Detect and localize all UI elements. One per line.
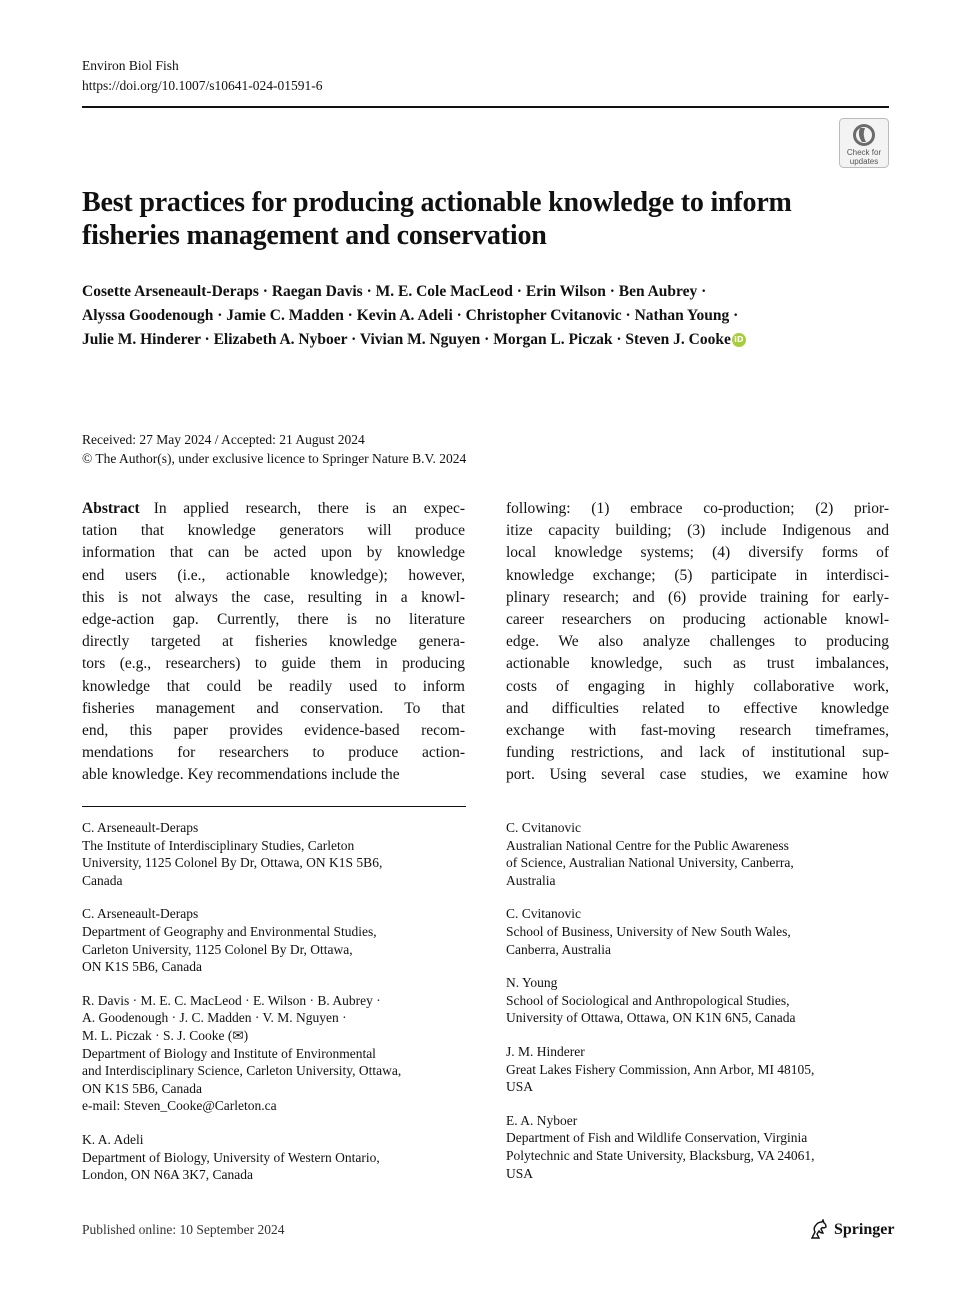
- check-updates-line2: updates: [849, 157, 879, 166]
- check-updates-icon: [839, 118, 889, 168]
- affiliation-author: N. Young: [506, 975, 558, 991]
- affiliation-line: Carleton University, 1125 Colonel By Dr, Ottawa,: [82, 941, 353, 957]
- abstract-line: end, this paper provides evidence-based recom-: [82, 721, 465, 739]
- affiliation-line: Department of Fish and Wildlife Conservation, Virginia: [506, 1130, 808, 1146]
- abstract-line: itize capacity building; (3) include Indigenous and: [506, 522, 889, 540]
- affiliation-author: C. Cvitanovic: [506, 906, 581, 922]
- affiliation-block: [506, 1112, 906, 1182]
- abstract-line: exchange with fast-moving research timeframes,: [506, 721, 889, 739]
- abstract-line: edge. We also analyze challenges to producing: [506, 633, 889, 651]
- affiliation-line: School of Business, University of New South Wales,: [506, 923, 791, 939]
- journal-name: Environ Biol Fish: [82, 58, 179, 73]
- abstract-line: this is not always the case, resulting in a knowl-: [82, 588, 465, 606]
- affiliation-block: [82, 1131, 482, 1184]
- affiliation-block: [82, 905, 482, 975]
- affiliation-line: A. Goodenough · J. C. Madden · V. M. Nguyen ·: [82, 1010, 347, 1026]
- affiliation-line: Australia: [506, 872, 556, 888]
- title-line: Best practices for producing actionable knowledge to inform: [82, 187, 792, 218]
- publisher-logo: [808, 1219, 894, 1241]
- abstract-right-column: [506, 498, 889, 786]
- affiliation-line: Department of Biology, University of Western Ontario,: [82, 1149, 380, 1165]
- copyright-notice: © The Author(s), under exclusive licence to Springer Nature B.V. 2024: [82, 451, 467, 466]
- abstract-line: costs of engaging in highly collaborative work,: [506, 677, 889, 695]
- affiliation-author: J. M. Hinderer: [506, 1043, 585, 1059]
- abstract-line: tation that knowledge generators will produce: [82, 522, 465, 540]
- affiliation-author: C. Arseneault-Deraps: [82, 906, 199, 922]
- affiliation-line: of Science, Australian National University, Canberra,: [506, 855, 794, 871]
- affiliation-line: Department of Geography and Environmental Studies,: [82, 923, 377, 939]
- affiliation-line: ON K1S 5B6, Canada: [82, 959, 202, 975]
- title-line: fisheries management and conservation: [82, 220, 547, 251]
- published-online: Published online: 10 September 2024: [82, 1222, 285, 1237]
- abstract-line: directly targeted at fisheries knowledge genera-: [82, 633, 465, 651]
- springer-horse-icon: [808, 1219, 830, 1241]
- abstract-line: knowledge that could be readily used to inform: [82, 677, 465, 695]
- abstract-line: following: (1) embrace co-production; (2) prior-: [506, 500, 889, 517]
- affiliation-block: [82, 819, 482, 889]
- affiliation-line: M. L. Piczak · S. J. Cooke (✉): [82, 1027, 249, 1043]
- abstract-line: local knowledge systems; (4) diversify forms of: [506, 544, 889, 562]
- check-for-updates-badge[interactable]: [839, 118, 889, 168]
- abstract-line: end users (i.e., actionable knowledge); however,: [82, 566, 465, 584]
- affiliation-author: K. A. Adeli: [82, 1131, 144, 1147]
- abstract-line: mendations for researchers to produce action-: [82, 744, 465, 762]
- abstract-line: career researchers on producing actionable knowl-: [506, 610, 889, 628]
- doi-link[interactable]: https://doi.org/10.1007/s10641-024-01591-6: [82, 78, 323, 93]
- affiliation-block: [506, 905, 906, 958]
- affiliations-left: [82, 819, 482, 1200]
- affiliation-line: ON K1S 5B6, Canada: [82, 1080, 202, 1096]
- abstract-line: actionable knowledge, such as trust imbalances,: [506, 655, 889, 673]
- abstract-line: funding restrictions, and lack of institutional sup-: [506, 744, 889, 762]
- article-dates: [82, 430, 466, 468]
- author-line-last: [82, 328, 902, 352]
- affiliation-line: USA: [506, 1079, 534, 1095]
- received-accepted: Received: 27 May 2024 / Accepted: 21 August 2024: [82, 432, 365, 447]
- affiliation-author: C. Cvitanovic: [506, 820, 581, 835]
- affiliation-line: University of Ottawa, Ottawa, ON K1N 6N5, Canada: [506, 1010, 796, 1026]
- publisher-name: Springer: [834, 1221, 895, 1238]
- affiliation-author: R. Davis · M. E. C. MacLeod · E. Wilson · B. Aubrey ·: [82, 992, 381, 1008]
- affiliation-line: Canberra, Australia: [506, 941, 611, 957]
- author-line: Julie M. Hinderer · Elizabeth A. Nyboer · Vivian M. Nguyen · Morgan L. Piczak · Steven J. Cooke: [82, 331, 731, 348]
- affiliation-block: [82, 992, 482, 1115]
- header-rule: [82, 106, 889, 108]
- affiliation-line: Australian National Centre for the Public Awareness: [506, 837, 789, 853]
- abstract-line: tors (e.g., researchers) to guide them in producing: [82, 655, 465, 673]
- affiliation-rule: [82, 806, 466, 807]
- check-updates-line1: Check for: [846, 148, 882, 157]
- affiliation-block: [506, 819, 906, 889]
- abstract-label: Abstract: [82, 500, 140, 517]
- paper-title: [82, 186, 862, 252]
- journal-header: [82, 56, 323, 96]
- affiliation-line: The Institute of Interdisciplinary Studies, Carleton: [82, 837, 355, 853]
- abstract-line: knowledge exchange; (5) participate in interdisci-: [506, 566, 889, 584]
- affiliation-line: Great Lakes Fishery Commission, Ann Arbor, MI 48105,: [506, 1061, 815, 1077]
- affiliation-block: [506, 974, 906, 1027]
- affiliation-block: [506, 1043, 906, 1096]
- abstract-line: fisheries management and conservation. To that: [82, 699, 465, 717]
- affiliation-line: London, ON N6A 3K7, Canada: [82, 1167, 253, 1183]
- orcid-icon[interactable]: iD: [732, 333, 746, 347]
- abstract-line: and difficulties related to effective knowledge: [506, 699, 889, 717]
- abstract-line: port. Using several case studies, we examine how: [506, 766, 889, 784]
- affiliation-line: Canada: [82, 872, 123, 888]
- abstract-text: In applied research, there is an expec-: [153, 500, 465, 517]
- affiliation-author: E. A. Nyboer: [506, 1112, 578, 1128]
- abstract-line: information that can be acted upon by knowledge: [82, 544, 465, 562]
- affiliation-line: Department of Biology and Institute of Environmental: [82, 1045, 376, 1061]
- abstract-line: [82, 498, 465, 520]
- abstract-line: edge-action gap. Currently, there is no literature: [82, 610, 465, 628]
- author-email[interactable]: e-mail: Steven_Cooke@Carleton.ca: [82, 1098, 277, 1114]
- affiliation-author: C. Arseneault-Deraps: [82, 820, 199, 835]
- affiliations-right: [506, 819, 906, 1198]
- affiliation-line: USA: [506, 1165, 534, 1181]
- author-line: Cosette Arseneault-Deraps · Raegan Davis · M. E. Cole MacLeod · Erin Wilson · Ben Aubrey ·: [82, 283, 707, 300]
- affiliation-line: Polytechnic and State University, Blacksburg, VA 24061,: [506, 1147, 815, 1163]
- affiliation-line: University, 1125 Colonel By Dr, Ottawa, ON K1S 5B6,: [82, 855, 383, 871]
- author-list: [82, 280, 902, 352]
- affiliation-line: School of Sociological and Anthropological Studies,: [506, 992, 790, 1008]
- author-line: Alyssa Goodenough · Jamie C. Madden · Kevin A. Adeli · Christopher Cvitanovic · Nathan Young ·: [82, 307, 739, 324]
- affiliation-line: and Interdisciplinary Science, Carleton University, Ottawa,: [82, 1063, 402, 1079]
- abstract-line: plinary research; and (6) provide training for early-: [506, 588, 889, 606]
- abstract-line: able knowledge. Key recommendations include the: [82, 766, 400, 784]
- abstract-left-column: [82, 498, 465, 786]
